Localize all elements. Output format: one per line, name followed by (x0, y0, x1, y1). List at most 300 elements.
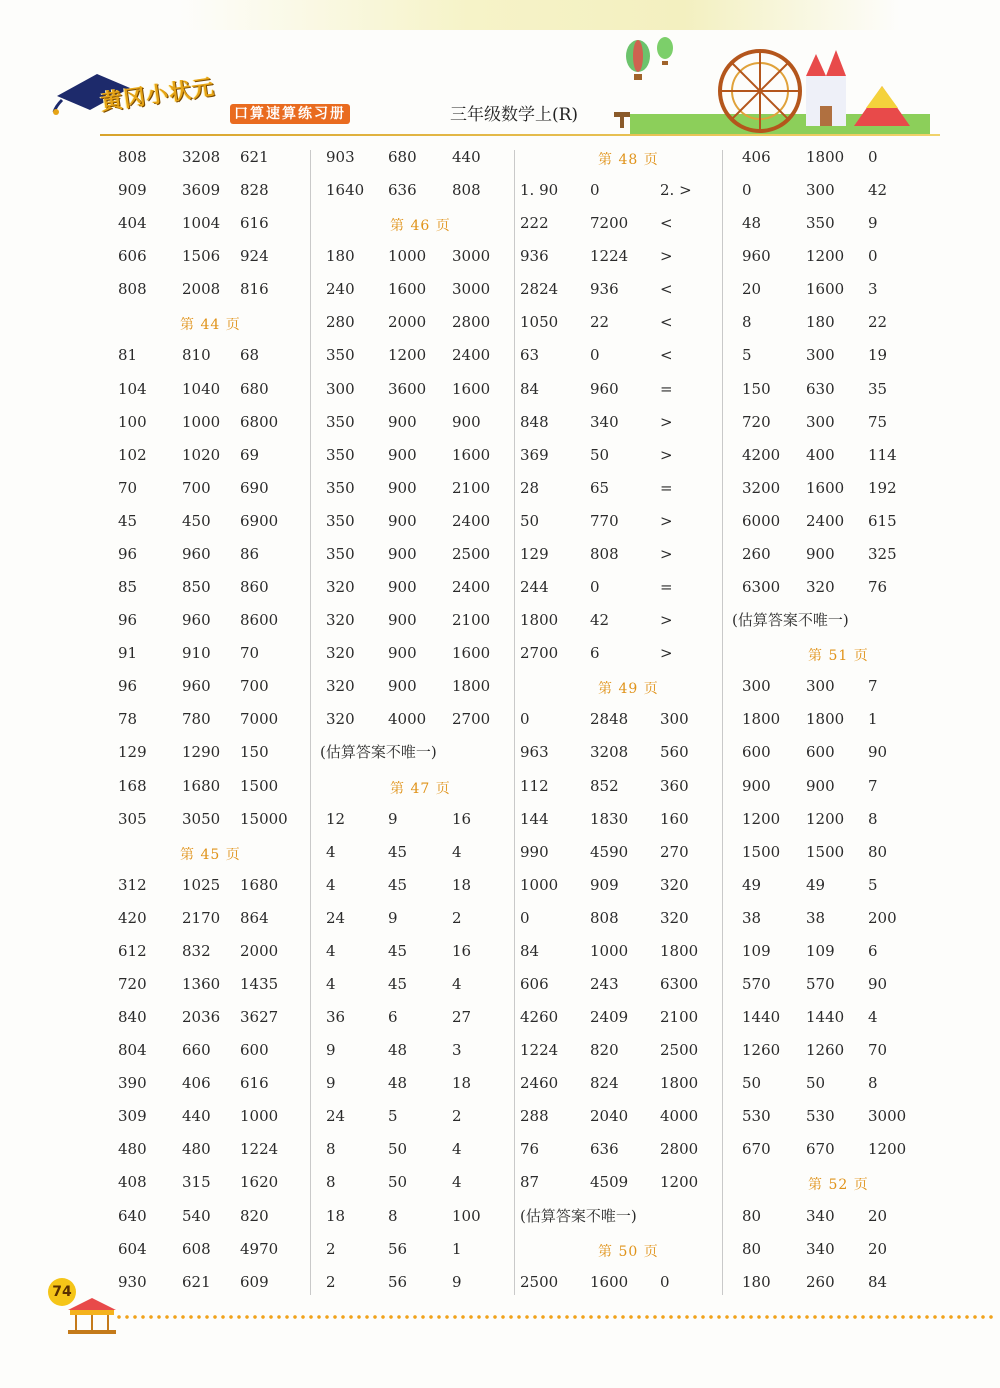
answer-value: 900 (388, 644, 417, 662)
answer-value: 700 (182, 479, 211, 497)
answer-value: 1600 (452, 380, 491, 398)
answer-value: 4260 (520, 1008, 559, 1026)
answer-value: 309 (118, 1107, 147, 1125)
answer-value: 9 (868, 214, 878, 232)
answer-value: 1040 (182, 380, 221, 398)
answer-value: 50 (388, 1173, 408, 1191)
answer-value: 3050 (182, 810, 221, 828)
answer-value: 540 (182, 1207, 211, 1225)
answer-value: 68 (240, 346, 260, 364)
answer-value: 76 (520, 1140, 540, 1158)
answer-value: 990 (520, 843, 549, 861)
answer-value: 606 (520, 975, 549, 993)
answer-value: 1260 (806, 1041, 845, 1059)
answer-value: 900 (388, 545, 417, 563)
answer-value: 6900 (240, 512, 279, 530)
answer-value: 848 (520, 413, 549, 431)
answer-value: 2800 (660, 1140, 699, 1158)
answer-value: 3200 (742, 479, 781, 497)
answer-value: 820 (240, 1207, 269, 1225)
answer-value: 2400 (452, 578, 491, 596)
answer-value: 38 (742, 909, 762, 927)
answer-value: 7200 (590, 214, 629, 232)
answer-value: 852 (590, 777, 619, 795)
answer-value: 680 (388, 148, 417, 166)
answer-value: 129 (118, 743, 147, 761)
answer-value: 12 (326, 810, 346, 828)
answer-value: 5 (868, 876, 878, 894)
answer-value: 192 (868, 479, 897, 497)
column-divider (514, 150, 515, 1295)
answer-value: 1050 (520, 313, 559, 331)
answer-value: 180 (326, 247, 355, 265)
answer-value: 0 (590, 346, 600, 364)
answer-value: 780 (182, 710, 211, 728)
answer-value: 930 (118, 1273, 147, 1291)
answer-value: 1025 (182, 876, 221, 894)
answer-value: 1224 (240, 1140, 279, 1158)
series-subtitle: 口算速算练习册 (230, 104, 350, 124)
answer-value: 4 (326, 942, 336, 960)
answer-value: 1200 (868, 1140, 907, 1158)
answer-value: 900 (388, 578, 417, 596)
answer-value: 168 (118, 777, 147, 795)
answer-value: 963 (520, 743, 549, 761)
answer-value: 6000 (742, 512, 781, 530)
answer-value: 720 (118, 975, 147, 993)
answer-value: 320 (326, 578, 355, 596)
answer-value: 80 (742, 1207, 762, 1225)
answer-value: 114 (868, 446, 897, 464)
answer-value: 320 (806, 578, 835, 596)
book-title: 三年级数学上(R) (450, 105, 579, 125)
answer-value: 612 (118, 942, 147, 960)
answer-value: 4970 (240, 1240, 279, 1258)
header-rule (100, 134, 940, 136)
answer-value: 4 (868, 1008, 878, 1026)
answer-value: 20 (868, 1240, 888, 1258)
answer-value: 320 (660, 876, 689, 894)
answer-value: 2 (326, 1273, 336, 1291)
answer-value: 3627 (240, 1008, 279, 1026)
answer-value: 860 (240, 578, 269, 596)
answer-value: 530 (806, 1107, 835, 1125)
answer-value: 150 (240, 743, 269, 761)
answer-value: 1640 (326, 181, 365, 199)
answer-value: 1500 (742, 843, 781, 861)
answer-value: 109 (806, 942, 835, 960)
answer-value: 2040 (590, 1107, 629, 1125)
answer-value: 2848 (590, 710, 629, 728)
answer-value: 20 (742, 280, 762, 298)
answer-value: 1000 (388, 247, 427, 265)
answer-value: 24 (326, 909, 346, 927)
answer-value: 300 (806, 413, 835, 431)
answer-value: 900 (388, 512, 417, 530)
answer-value: 640 (118, 1207, 147, 1225)
column-divider (310, 150, 311, 1295)
answer-value: 6 (868, 942, 878, 960)
answer-value: 19 (868, 346, 888, 364)
answer-value: 2400 (452, 512, 491, 530)
answer-value: 1800 (452, 677, 491, 695)
column-divider (722, 150, 723, 1295)
answer-value: 609 (240, 1273, 269, 1291)
answer-value: > (660, 512, 673, 530)
answer-value: 2460 (520, 1074, 559, 1092)
answer-value: 3000 (868, 1107, 907, 1125)
answer-value: 1200 (660, 1173, 699, 1191)
answer-value: 1830 (590, 810, 629, 828)
answer-value: 2170 (182, 909, 221, 927)
answer-value: 808 (118, 280, 147, 298)
answer-value: 4200 (742, 446, 781, 464)
bottom-dotted-rule (115, 1315, 995, 1319)
answer-value: 27 (452, 1008, 472, 1026)
answer-value: 1600 (806, 280, 845, 298)
answer-value: 2000 (388, 313, 427, 331)
answer-value: 2409 (590, 1008, 629, 1026)
answer-value: 900 (388, 413, 417, 431)
answer-value: 960 (182, 677, 211, 695)
answer-value: 70 (868, 1041, 888, 1059)
answer-value: 24 (326, 1107, 346, 1125)
estimate-note: (估算答案不唯一) (320, 743, 437, 761)
answer-value: < (660, 214, 673, 232)
answer-value: 84 (520, 380, 540, 398)
answer-value: 960 (182, 545, 211, 563)
answer-value: 5 (388, 1107, 398, 1125)
answer-value: 7 (868, 677, 878, 695)
answer-value: 404 (118, 214, 147, 232)
answer-value: 4 (452, 1173, 462, 1191)
answer-value: 9 (388, 810, 398, 828)
answer-value: 820 (590, 1041, 619, 1059)
answer-value: 1800 (742, 710, 781, 728)
answer-value: 2824 (520, 280, 559, 298)
answer-value: 350 (326, 413, 355, 431)
page-heading: 第 51 页 (808, 648, 869, 664)
answer-value: 350 (326, 346, 355, 364)
answer-value: 1440 (742, 1008, 781, 1026)
answer-value: 350 (326, 479, 355, 497)
answer-value: 42 (590, 611, 610, 629)
answer-value: 81 (118, 346, 138, 364)
answer-value: 1200 (806, 247, 845, 265)
answer-value: 320 (326, 611, 355, 629)
carousel-icon (62, 1296, 122, 1336)
answer-value: 606 (118, 247, 147, 265)
answer-value: 350 (326, 512, 355, 530)
answer-value: 0 (520, 909, 530, 927)
answer-value: 2100 (452, 611, 491, 629)
answer-value: 4 (452, 975, 462, 993)
answer-value: 369 (520, 446, 549, 464)
answer-value: 900 (388, 677, 417, 695)
answer-value: 84 (520, 942, 540, 960)
answer-value: 530 (742, 1107, 771, 1125)
answer-value: 1000 (240, 1107, 279, 1125)
answer-value: 180 (806, 313, 835, 331)
answer-value: 86 (240, 545, 260, 563)
answer-value: 1. 90 (520, 181, 559, 199)
answer-value: 65 (590, 479, 610, 497)
answer-value: 0 (520, 710, 530, 728)
answer-value: 2000 (240, 942, 279, 960)
answer-value: 4 (452, 843, 462, 861)
answer-value: 243 (590, 975, 619, 993)
answer-value: 0 (868, 148, 878, 166)
answer-value: 6 (388, 1008, 398, 1026)
page-number: 74 (48, 1278, 76, 1306)
answer-value: 90 (868, 743, 888, 761)
answer-value: > (660, 247, 673, 265)
answer-value: 8 (868, 1074, 878, 1092)
answer-value: 360 (660, 777, 689, 795)
answer-value: 2700 (452, 710, 491, 728)
answer-value: 608 (182, 1240, 211, 1258)
answer-value: 936 (520, 247, 549, 265)
answer-value: 7 (868, 777, 878, 795)
answer-value: 3609 (182, 181, 221, 199)
answer-value: 38 (806, 909, 826, 927)
answer-value: 90 (868, 975, 888, 993)
answer-value: 2500 (520, 1273, 559, 1291)
answer-value: 63 (520, 346, 540, 364)
answer-value: 320 (326, 710, 355, 728)
answer-value: 50 (590, 446, 610, 464)
answer-value: 1435 (240, 975, 279, 993)
answer-value: 808 (590, 545, 619, 563)
answer-value: 900 (388, 479, 417, 497)
answer-value: 84 (868, 1273, 888, 1291)
page-heading: 第 48 页 (598, 152, 659, 168)
answer-value: 96 (118, 545, 138, 563)
answer-value: 2700 (520, 644, 559, 662)
answer-value: 680 (240, 380, 269, 398)
answer-value: 300 (806, 181, 835, 199)
answer-value: 804 (118, 1041, 147, 1059)
answer-value: 76 (868, 578, 888, 596)
answer-value: 840 (118, 1008, 147, 1026)
answer-value: 80 (742, 1240, 762, 1258)
answer-value: 1000 (182, 413, 221, 431)
answer-value: 3208 (590, 743, 629, 761)
answer-value: 828 (240, 181, 269, 199)
answer-value: 20 (868, 1207, 888, 1225)
answer-value: > (660, 545, 673, 563)
answer-value: 96 (118, 611, 138, 629)
answer-value: 616 (240, 214, 269, 232)
answer-value: 9 (452, 1273, 462, 1291)
answer-value: < (660, 313, 673, 331)
answer-value: 1004 (182, 214, 221, 232)
answer-value: 6300 (742, 578, 781, 596)
answer-value: 909 (118, 181, 147, 199)
answer-value: 70 (240, 644, 260, 662)
answer-value: 8 (326, 1140, 336, 1158)
answer-value: = (660, 479, 673, 497)
answer-value: 900 (388, 446, 417, 464)
answer-value: 1680 (240, 876, 279, 894)
answer-value: 960 (742, 247, 771, 265)
answer-value: 91 (118, 644, 138, 662)
answer-value: 2036 (182, 1008, 221, 1026)
answer-value: 4509 (590, 1173, 629, 1191)
answer-value: 670 (806, 1140, 835, 1158)
answer-value: 1800 (660, 942, 699, 960)
answer-value: 4000 (388, 710, 427, 728)
answer-value: 104 (118, 380, 147, 398)
answer-value: 400 (806, 446, 835, 464)
answer-value: 280 (326, 313, 355, 331)
answer-value: 570 (806, 975, 835, 993)
answer-value: 900 (806, 545, 835, 563)
answer-value: 1200 (742, 810, 781, 828)
answer-value: 45 (118, 512, 138, 530)
answer-value: 1000 (520, 876, 559, 894)
answer-value: 300 (742, 677, 771, 695)
answer-value: 45 (388, 942, 408, 960)
answer-value: 570 (742, 975, 771, 993)
answer-value: 48 (742, 214, 762, 232)
answer-value: 300 (326, 380, 355, 398)
answer-value: 28 (520, 479, 540, 497)
answer-value: 6800 (240, 413, 279, 431)
answer-value: 300 (660, 710, 689, 728)
page-header (0, 0, 1000, 150)
answer-value: 1224 (590, 247, 629, 265)
answer-value: 150 (742, 380, 771, 398)
answer-value: 2500 (452, 545, 491, 563)
answer-value: 312 (118, 876, 147, 894)
answer-value: 350 (806, 214, 835, 232)
answer-value: 2 (452, 909, 462, 927)
answer-value: 900 (806, 777, 835, 795)
answer-value: 1506 (182, 247, 221, 265)
answer-value: 35 (868, 380, 888, 398)
answer-value: 50 (742, 1074, 762, 1092)
answer-value: 4590 (590, 843, 629, 861)
answer-value: > (660, 644, 673, 662)
answer-value: 49 (806, 876, 826, 894)
answer-value: 1600 (388, 280, 427, 298)
answer-value: 1500 (806, 843, 845, 861)
answer-value: 100 (118, 413, 147, 431)
answer-value: 924 (240, 247, 269, 265)
answer-value: 600 (240, 1041, 269, 1059)
answer-value: 180 (742, 1273, 771, 1291)
answer-value: 960 (182, 611, 211, 629)
answer-value: 7000 (240, 710, 279, 728)
answer-value: 0 (742, 181, 752, 199)
answer-value: 1 (452, 1240, 462, 1258)
answer-value: 56 (388, 1273, 408, 1291)
answer-value: 600 (806, 743, 835, 761)
answer-value: 4 (452, 1140, 462, 1158)
answer-value: 910 (182, 644, 211, 662)
answer-value: 36 (326, 1008, 346, 1026)
answer-value: 87 (520, 1173, 540, 1191)
answer-value: < (660, 346, 673, 364)
answer-value: 22 (590, 313, 610, 331)
answer-value: 320 (326, 644, 355, 662)
answer-value: 4000 (660, 1107, 699, 1125)
answer-value: 2500 (660, 1041, 699, 1059)
answer-value: 2400 (452, 346, 491, 364)
page-heading: 第 45 页 (180, 847, 241, 863)
answer-value: 350 (326, 545, 355, 563)
answer-value: 1200 (806, 810, 845, 828)
answer-value: 102 (118, 446, 147, 464)
answer-value: 615 (868, 512, 897, 530)
answer-value: 22 (868, 313, 888, 331)
answer-value: 340 (590, 413, 619, 431)
answer-value: 808 (118, 148, 147, 166)
answer-value: = (660, 578, 673, 596)
answer-value: 1800 (806, 148, 845, 166)
brand-logo: 黄冈小状元 (99, 75, 217, 116)
answer-value: 320 (660, 909, 689, 927)
answer-value: 4 (326, 843, 336, 861)
answer-value: 70 (118, 479, 138, 497)
answer-value: 621 (240, 148, 269, 166)
answer-value: 690 (240, 479, 269, 497)
answer-value: 660 (182, 1041, 211, 1059)
page-heading: 第 44 页 (180, 317, 241, 333)
answer-value: 1600 (452, 644, 491, 662)
answer-value: 3 (868, 280, 878, 298)
answer-value: 9 (326, 1074, 336, 1092)
answer-value: 50 (388, 1140, 408, 1158)
answer-value: 3000 (452, 247, 491, 265)
answer-value: 2 (326, 1240, 336, 1258)
answer-value: 1800 (660, 1074, 699, 1092)
answer-value: 0 (660, 1273, 670, 1291)
answer-value: 960 (590, 380, 619, 398)
answer-value: 1200 (388, 346, 427, 364)
answer-value: 770 (590, 512, 619, 530)
answer-value: 5 (742, 346, 752, 364)
answer-value: 6300 (660, 975, 699, 993)
answer-value: 0 (590, 578, 600, 596)
answer-value: 406 (182, 1074, 211, 1092)
answer-value: 305 (118, 810, 147, 828)
answer-value: 300 (806, 677, 835, 695)
answer-value: 636 (388, 181, 417, 199)
answer-value: 824 (590, 1074, 619, 1092)
page-heading: 第 52 页 (808, 1177, 869, 1193)
answer-value: 1800 (806, 710, 845, 728)
answer-value: 1600 (452, 446, 491, 464)
amusement-park-illustration (610, 36, 940, 136)
answer-value: 18 (326, 1207, 346, 1225)
answer-value: 0 (590, 181, 600, 199)
answer-value: 560 (660, 743, 689, 761)
answer-value: 8 (742, 313, 752, 331)
answer-value: 75 (868, 413, 888, 431)
answer-value: 50 (520, 512, 540, 530)
estimate-note: (估算答案不唯一) (520, 1207, 637, 1225)
answer-value: 1224 (520, 1041, 559, 1059)
answer-value: 900 (742, 777, 771, 795)
answer-value: 408 (118, 1173, 147, 1191)
answer-value: 480 (118, 1140, 147, 1158)
page-heading: 第 49 页 (598, 681, 659, 697)
answer-value: 440 (182, 1107, 211, 1125)
answer-value: 1 (868, 710, 878, 728)
answer-value: 3000 (452, 280, 491, 298)
